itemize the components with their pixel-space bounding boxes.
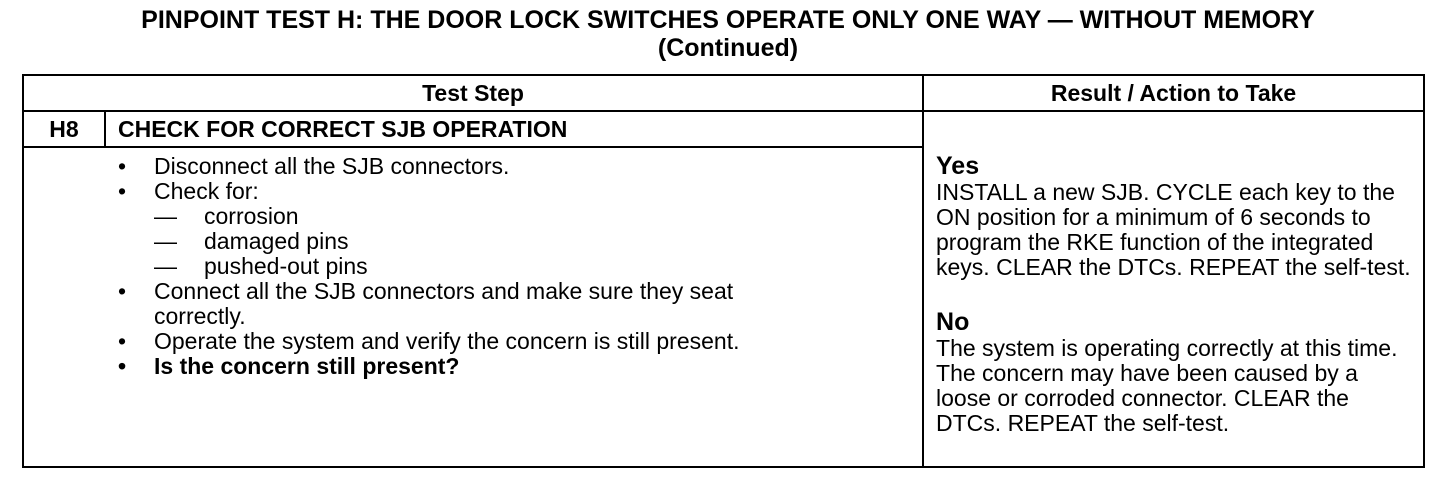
title-line-1: PINPOINT TEST H: THE DOOR LOCK SWITCHES OPERATE ONLY ONE WAY — WITHOUT MEMORY — [141, 6, 1315, 34]
step-body — [23, 147, 923, 467]
sublist-item: — pushed-out pins — [154, 253, 368, 279]
result-cell — [923, 111, 1424, 467]
step-title: CHECK FOR CORRECT SJB OPERATION — [105, 111, 923, 147]
list-item: • Connect all the SJB connectors and make sure they seat correctly. — [118, 278, 734, 329]
result-yes — [936, 152, 1415, 280]
step-title-row — [23, 111, 1424, 147]
dash-icon: — — [154, 253, 177, 279]
header-row — [23, 75, 1424, 111]
bullet-icon: • — [118, 328, 127, 354]
bullet-icon: • — [118, 178, 127, 204]
dash-icon: — — [154, 228, 177, 254]
list-item: • Disconnect all the SJB connectors. — [118, 153, 510, 179]
page-title — [0, 6, 1456, 62]
result-no-text: The system is operating correctly at this time. The concern may have been caused by a loose or corroded connector. CLEAR the DTCs. REPEAT the self-test. — [936, 335, 1398, 436]
sublist-item: — damaged pins — [154, 228, 349, 254]
list-item: • Check for: — corrosion — damaged pins — pushed-out pins — [118, 179, 912, 279]
bullet-icon: • — [118, 153, 127, 179]
result-no — [936, 308, 1415, 436]
result-yes-label: Yes — [936, 152, 980, 180]
pinpoint-test-table — [22, 74, 1425, 468]
check-for-sublist — [154, 204, 912, 279]
header-test-step: Test Step — [23, 75, 923, 111]
header-result-action: Result / Action to Take — [923, 75, 1424, 111]
result-no-label: No — [936, 308, 970, 336]
dash-icon: — — [154, 203, 177, 229]
bullet-icon: • — [118, 353, 127, 379]
step-list — [24, 154, 912, 379]
list-item-question: • Is the concern still present? — [118, 353, 460, 379]
sublist-item: — corrosion — [154, 203, 299, 229]
step-id: H8 — [23, 111, 105, 147]
list-item: • Operate the system and verify the concern is still present. — [118, 328, 740, 354]
title-line-2: (Continued) — [657, 34, 799, 62]
bullet-icon: • — [118, 278, 127, 304]
result-yes-text: INSTALL a new SJB. CYCLE each key to the ON position for a minimum of 6 seconds to program the RKE function of the integrated keys. CLEAR the DTCs. REPEAT the self-test. — [936, 179, 1411, 280]
